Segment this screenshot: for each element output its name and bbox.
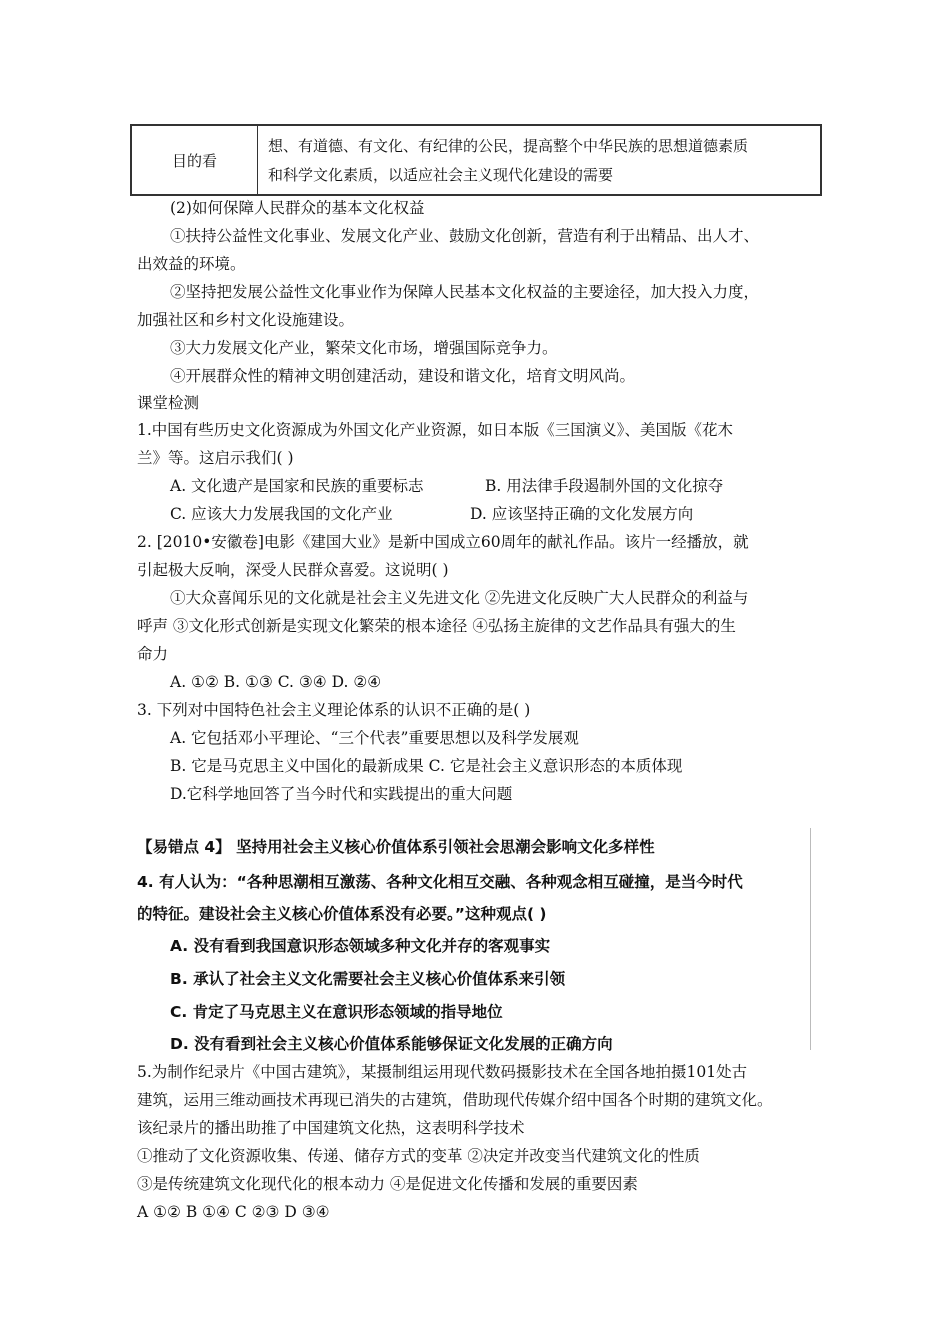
purpose-table (130, 124, 822, 196)
question-2-line: ①大众喜闻乐见的文化就是社会主义先进文化 ②先进文化反映广大人民群众的利益与 (170, 589, 749, 607)
question-3-option-d: D.它科学地回答了当今时代和实践提出的重大问题 (170, 785, 513, 803)
question-2-line: 引起极大反响，深受人民群众喜爱。这说明( ) (137, 561, 449, 579)
paragraph-line: ②坚持把发展公益性文化事业作为保障人民基本文化权益的主要途径，加大投入力度， (170, 283, 760, 301)
question-4-option-b: B. 承认了社会主义文化需要社会主义核心价值体系来引领 (170, 970, 566, 988)
question-5-line: 5.为制作纪录片《中国古建筑》，某摄制组运用现代数码摄影技术在全国各地拍摄101处古 (137, 1063, 748, 1081)
question-5-options: A ①② B ①④ C ②③ D ③④ (137, 1203, 330, 1221)
question-1-line: 兰》等。这启示我们( ) (137, 449, 294, 467)
question-1-option-c: C. 应该大力发展我国的文化产业 (170, 505, 393, 523)
question-5-line: 建筑，运用三维动画技术再现已消失的古建筑，借助现代传媒介绍中国各个时期的建筑文化。 (137, 1091, 773, 1109)
question-4-line: 4. 有人认为：“各种思潮相互激荡、各种文化相互交融、各种观念相互碰撞，是当今时代 (137, 873, 743, 891)
question-5-line: ①推动了文化资源收集、传递、储存方式的变革 ②决定并改变当代建筑文化的性质 (137, 1147, 700, 1165)
error-point-tag: 【易错点 4】 坚持用社会主义核心价值体系引领社会思潮会影响文化多样性 (137, 838, 655, 856)
question-3-line: 3. 下列对中国特色社会主义理论体系的认识不正确的是( ) (137, 701, 531, 719)
question-1-option-a: A. 文化遗产是国家和民族的重要标志 (170, 477, 424, 495)
section-heading: (2)如何保障人民群众的基本文化权益 (170, 199, 425, 217)
paragraph-line: ①扶持公益性文化事业、发展文化产业、鼓励文化创新，营造有利于出精品、出人才、 (170, 227, 760, 245)
table-right-line: 和科学文化素质，以适应社会主义现代化建设的需要 (268, 166, 614, 184)
paragraph-line: 加强社区和乡村文化设施建设。 (137, 311, 355, 329)
table-left-cell: 目的看 (132, 126, 258, 194)
question-2-line: 呼声 ③文化形式创新是实现文化繁荣的根本途径 ④弘扬主旋律的文艺作品具有强大的生 (137, 617, 736, 635)
question-3-option-a: A. 它包括邓小平理论、“三个代表”重要思想以及科学发展观 (170, 729, 579, 747)
paragraph-line: ④开展群众性的精神文明创建活动，建设和谐文化，培育文明风尚。 (170, 367, 636, 385)
question-1-option-b: B. 用法律手段遏制外国的文化掠夺 (485, 477, 724, 495)
table-right-cell (258, 126, 820, 194)
table-right-line: 想、有道德、有文化、有纪律的公民，提高整个中华民族的思想道德素质 (268, 137, 749, 155)
paragraph-line: ③大力发展文化产业，繁荣文化市场，增强国际竞争力。 (170, 339, 558, 357)
question-2-line: 命力 (137, 645, 169, 663)
question-1-option-d: D. 应该坚持正确的文化发展方向 (470, 505, 694, 523)
quiz-title: 课堂检测 (137, 394, 200, 412)
question-4-option-a: A. 没有看到我国意识形态领域多种文化并存的客观事实 (170, 937, 551, 955)
question-1-line: 1.中国有些历史文化资源成为外国文化产业资源，如日本版《三国演义》、美国版《花木 (137, 421, 734, 439)
question-4-line: 的特征。建设社会主义核心价值体系没有必要。”这种观点( ) (137, 905, 547, 923)
question-4-option-d: D. 没有看到社会主义核心价值体系能够保证文化发展的正确方向 (170, 1035, 613, 1053)
paragraph-line: 出效益的环境。 (137, 255, 246, 273)
question-2-line: 2. [2010•安徽卷]电影《建国大业》是新中国成立60周年的献礼作品。该片一经播放，就 (137, 533, 749, 551)
question-3-option-bc: B. 它是马克思主义中国化的最新成果 C. 它是社会主义意识形态的本质体现 (170, 757, 683, 775)
question-5-line: ③是传统建筑文化现代化的根本动力 ④是促进文化传播和发展的重要因素 (137, 1175, 638, 1193)
question-2-options: A. ①② B. ①③ C. ③④ D. ②④ (170, 673, 382, 691)
question-4-option-c: C. 肯定了马克思主义在意识形态领域的指导地位 (170, 1003, 503, 1021)
question-5-line: 该纪录片的播出助推了中国建筑文化热，这表明科学技术 (137, 1119, 525, 1137)
